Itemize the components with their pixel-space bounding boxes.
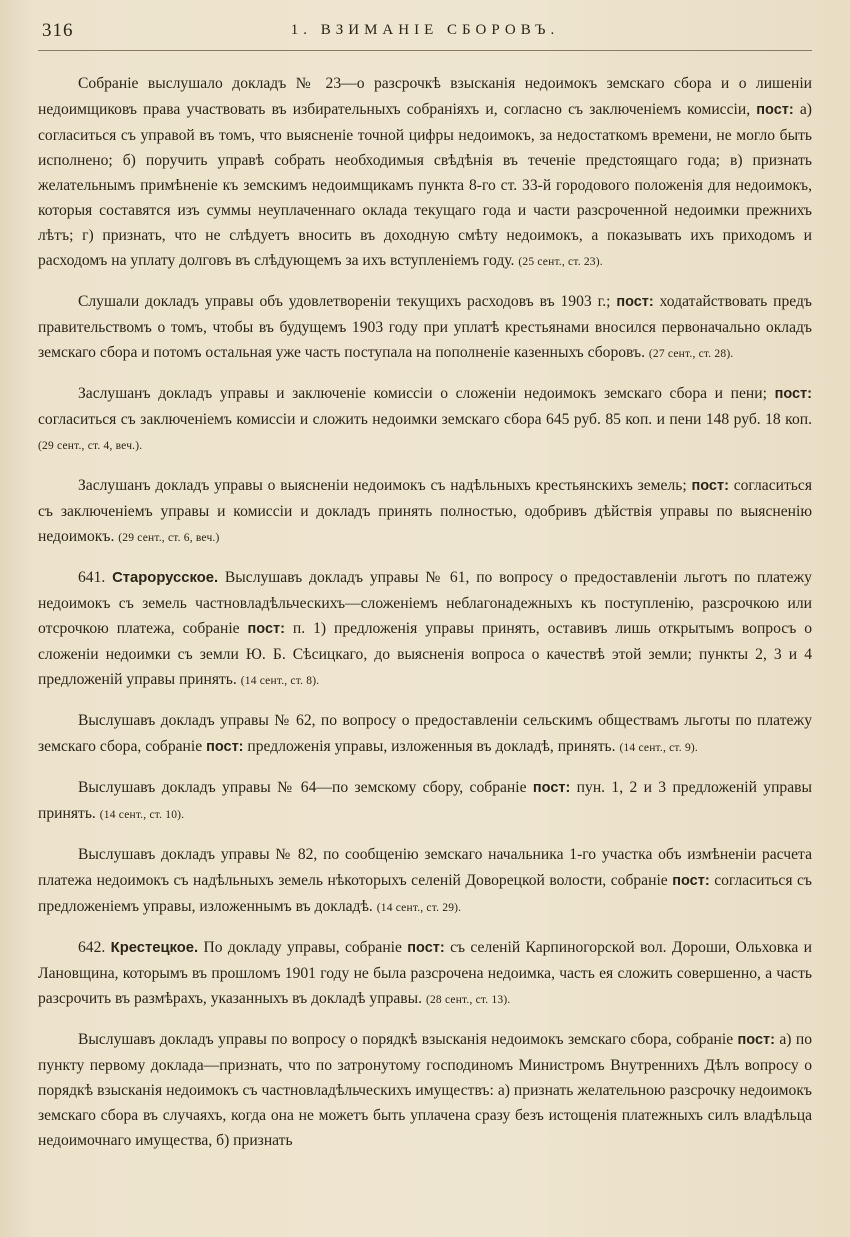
resolution-keyword: пост:	[737, 1032, 775, 1048]
resolution-keyword: пост:	[774, 386, 812, 402]
session-reference: (27 сент., ст. 28).	[648, 348, 734, 360]
paragraph	[38, 708, 812, 761]
paragraph-text: а) согласиться съ управой въ томъ, что выясненіе точной цифры недоимокъ, за недостаткомъ времени, не могло быть исполнено; б) поручить управѣ собрать необходимыя свѣдѣнія въ теченіе предстоящаго года; в) признать желательнымъ примѣненіе къ земскимъ недоимщикамъ пункта 8-го ст. 33-й городового положенія для недоимокъ, которыя составятся изъ суммы неуплаченнаго оклада текущаго года и части разсроченной недоимки прежнихъ лѣтъ; г) признать, что не слѣдуетъ вносить въ доходную смѣту недоимокъ, а показывать ихъ приходомъ и расходомъ на уплату долговъ въ слѣдующемъ за ихъ вступленіемъ году.	[38, 101, 812, 269]
paragraph	[38, 289, 812, 367]
paragraph-text: Заслушанъ докладъ управы и заключеніе комиссіи о сложеніи недоимокъ земскаго сбора и пени;	[78, 385, 767, 402]
paragraph	[38, 565, 812, 694]
paragraph-text: согласиться съ заключеніемъ комиссіи и сложить недоимки земскаго сбора 645 руб. 85 коп. и пени 148 руб. 18 коп.	[38, 411, 812, 428]
paragraph	[38, 381, 812, 459]
resolution-keyword: пост:	[616, 294, 654, 310]
paragraph-text: Выслушавъ докладъ управы № 64—по земскому сбору, собраніе	[78, 779, 527, 796]
paragraph-text: согласиться съ заключеніемъ управы и комиссіи и докладъ принять полностью, одобривъ дѣйствія управы по выясненію недоимокъ.	[38, 477, 813, 545]
paragraph-text: Выслушавъ докладъ управы № 62, по вопросу о предоставленіи сельскимъ обществамъ льготы по платежу земскаго сбора, собраніе	[38, 712, 812, 755]
session-reference: (29 сент., ст. 4, веч.).	[38, 440, 143, 452]
paragraph-text: предложенія управы, изложенныя въ докладѣ, принять.	[247, 738, 616, 755]
entry-number: 641.	[78, 569, 106, 586]
district-name: Крестецкое.	[110, 940, 199, 956]
paragraph-text: Выслушавъ докладъ управы № 82, по сообщенію земскаго начальника 1-го участка объ измѣненіи расчета платежа недоимокъ съ надѣльныхъ земель нѣкоторыхъ селеній Доворецкой волости, собраніе	[38, 846, 812, 889]
paragraph	[38, 71, 812, 275]
paragraph-text: пун. 1, 2 и 3 предложеній управы принять.	[38, 779, 812, 822]
resolution-keyword: пост:	[691, 478, 729, 494]
session-reference: (14 сент., ст. 29).	[376, 902, 462, 914]
resolution-keyword: пост:	[206, 739, 244, 755]
paragraph-text: Собраніе выслушало докладъ № 23—о разсрочкѣ взысканія недоимокъ земскаго сбора и о лишеніи недоимщиковъ права участвовать въ избирательныхъ собраніяхъ и, согласно съ заключеніемъ комиссіи,	[38, 75, 812, 118]
paragraph	[38, 1027, 812, 1155]
paragraph-text: Выслушавъ докладъ управы № 61, по вопросу о предоставленіи льготъ по платежу недоимокъ съ земель частновладѣльческихъ—сложеніемъ неблагонадежныхъ къ поступленію, разсрочкою или отсрочкою платежа, собраніе	[38, 569, 812, 637]
paragraph	[38, 473, 812, 551]
entry-number: 642.	[78, 939, 106, 956]
body-text	[38, 71, 812, 1155]
district-name: Старорусское.	[112, 570, 219, 586]
paragraph-text: Выслушавъ докладъ управы по вопросу о порядкѣ взысканія недоимокъ земскаго сбора, собраніе	[78, 1031, 734, 1048]
resolution-keyword: пост:	[407, 940, 445, 956]
paragraph-text: По докладу управы, собраніе	[203, 939, 402, 956]
resolution-keyword: пост:	[247, 621, 285, 637]
session-reference: (29 сент., ст. 6, веч.)	[118, 532, 220, 544]
session-reference: (14 сент., ст. 8).	[240, 675, 320, 687]
session-reference: (25 сент., ст. 23).	[518, 256, 603, 268]
paragraph-text: съ селеній Карпиногорской вол. Дороши, Ольховка и Лановщина, которымъ въ прошломъ 1901 году не была разсрочена недоимка, часть ея сложить совершенно, а часть разсрочить въ размѣрахъ, указанныхъ въ докладѣ управы.	[38, 939, 813, 1007]
session-reference: (28 сент., ст. 13).	[425, 994, 511, 1006]
session-reference: (14 сент., ст. 9).	[619, 742, 699, 754]
page-number: 316	[42, 20, 74, 41]
paragraph	[38, 775, 812, 828]
paragraph-text: согласиться съ предложеніемъ управы, изложеннымъ въ докладѣ.	[38, 872, 813, 915]
resolution-keyword: пост:	[672, 873, 710, 889]
paragraph-text: п. 1) предложенія управы принять, оставивъ лишь открытымъ вопросъ о сложеніи недоимки съ земли Ю. Б. Сѣсицкаго, до выясненія вопроса о качествѣ этой земли; пункты 2, 3 и 4 предложеній управы принять.	[38, 620, 812, 688]
resolution-keyword: пост:	[532, 780, 571, 796]
paragraph	[38, 842, 812, 921]
resolution-keyword: пост:	[756, 102, 794, 118]
paragraph-text: ходатайствовать предъ правительствомъ о томъ, чтобы въ будущемъ 1903 году при уплатѣ крестьянами вносился первоначально окладъ земскаго сбора и потомъ остальная уже часть поступала на пополненіе казенныхъ сборовъ.	[38, 293, 812, 361]
paragraph-text: а) по пункту первому доклада—признать, что по затронутому господиномъ Министромъ Внутреннихъ Дѣлъ вопросу о порядкѣ взысканія недоимокъ съ частновладѣльческихъ имуществъ: а) признать желательною разсрочку недоимокъ земскаго сбора въ случаяхъ, когда она не можетъ быть уплачена сразу безъ истощенія платежныхъ силъ владѣльца недоимочнаго имущества, б) признать	[38, 1031, 813, 1149]
paragraph	[38, 935, 812, 1013]
session-reference: (14 сент., ст. 10).	[99, 809, 185, 821]
paragraph-text: Слушали докладъ управы объ удовлетвореніи текущихъ расходовъ въ 1903 г.;	[78, 293, 611, 310]
paragraph-text: Заслушанъ докладъ управы о выясненіи недоимокъ съ надѣльныхъ крестьянскихъ земель;	[78, 477, 687, 494]
running-title: 1. ВЗИМАНІЕ СБОРОВЪ.	[290, 22, 560, 38]
page-header	[38, 20, 812, 51]
